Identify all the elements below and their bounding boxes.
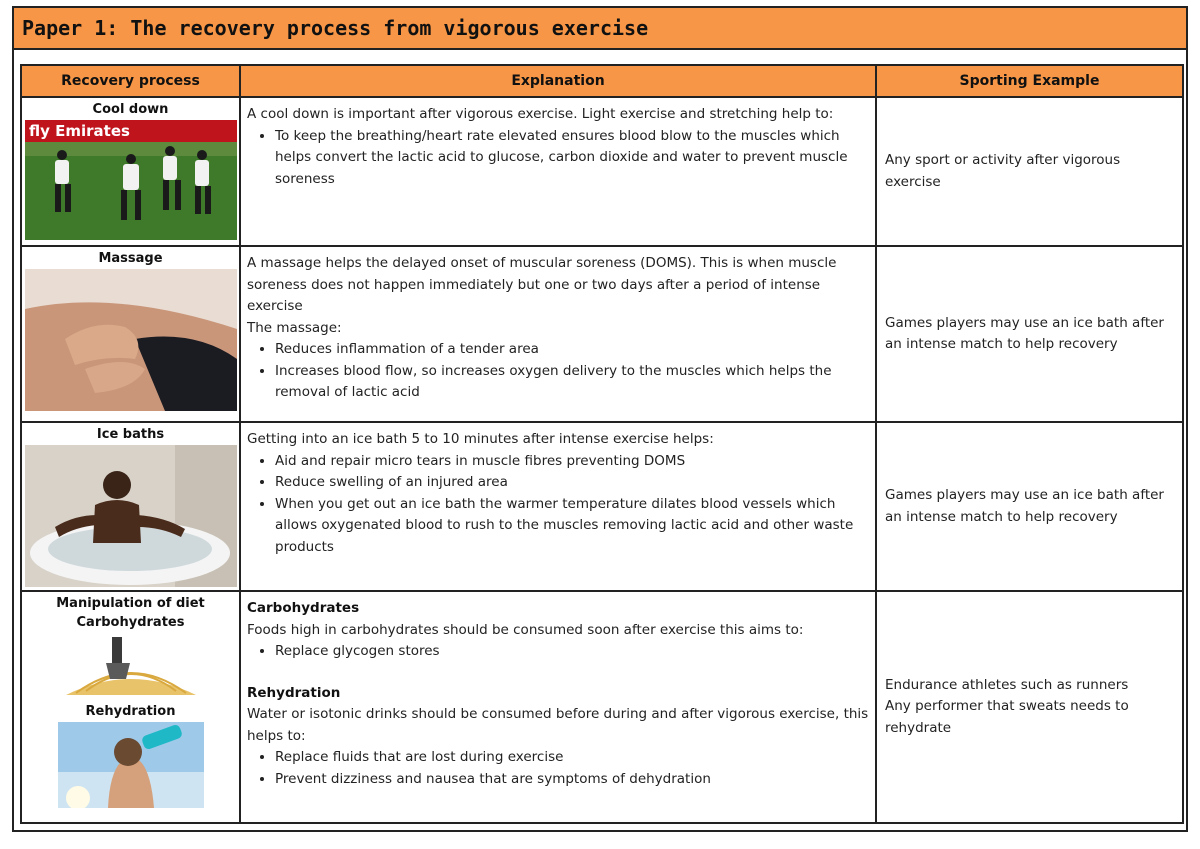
bullet-item: • Reduce swelling of an injured area: [275, 472, 869, 494]
explanation-cell: [240, 246, 876, 422]
example-cell: Any sport or activity after vigorous exercise: [876, 97, 1183, 246]
process-cell: [21, 246, 240, 422]
table-row-ice-baths: [21, 422, 1183, 591]
spaghetti-fork-photo: [56, 633, 206, 699]
explanation-intro: A cool down is important after vigorous exercise. Light exercise and stretching help to:: [247, 106, 834, 122]
explanation-intro: A massage helps the delayed onset of muscular soreness (DOMS). This is when muscle soreness does not happen immediately but one or two days after a period of intense exercise: [247, 255, 837, 314]
cool-down-photo: [25, 120, 237, 240]
bullet-item: • Aid and repair micro tears in muscle fibres preventing DOMS: [275, 451, 869, 473]
stadium-banner-text: fly Emirates: [28, 122, 130, 140]
recovery-table: [20, 64, 1184, 824]
bullet-item: • Increases blood flow, so increases oxygen delivery to the muscles which helps the removal of lactic acid: [275, 361, 869, 404]
bullet-item: • To keep the breathing/heart rate elevated ensures blood blow to the muscles which helps convert the lactic acid to glucose, carbon dioxide and water to prevent muscle soreness: [275, 126, 869, 191]
process-subtitle-carbs: Carbohydrates: [76, 615, 185, 630]
table-header-row: [21, 65, 1183, 97]
drinking-water-photo: [58, 722, 204, 808]
explanation-bullets: [247, 339, 869, 404]
bullet-item: • Prevent dizziness and nausea that are symptoms of dehydration: [275, 769, 869, 791]
rehydration-heading: Rehydration: [247, 684, 341, 701]
rehydration-bullets: [247, 747, 869, 790]
explanation-bullets: [247, 451, 869, 559]
table-row-cool-down: [21, 97, 1183, 246]
massage-photo: [25, 269, 237, 411]
process-title: Manipulation of diet: [56, 596, 205, 611]
table-row-massage: [21, 246, 1183, 422]
explanation-cell: [240, 97, 876, 246]
process-cell: [21, 97, 240, 246]
header-sporting-example: Sporting Example: [876, 65, 1183, 97]
example-line-1: Endurance athletes such as runners: [885, 676, 1129, 693]
bullet-item: • Reduces inflammation of a tender area: [275, 339, 869, 361]
explanation-bullets: [247, 126, 869, 191]
process-title: Massage: [98, 251, 163, 266]
table-row-diet: [21, 591, 1183, 823]
header-recovery-process: Recovery process: [21, 65, 240, 97]
bullet-item: • Replace glycogen stores: [275, 641, 869, 663]
explanation-cell: [240, 591, 876, 823]
worksheet-frame: [12, 6, 1188, 832]
process-subtitle-rehydration: Rehydration: [85, 704, 176, 719]
header-explanation: Explanation: [240, 65, 876, 97]
page-title: Paper 1: The recovery process from vigorous exercise: [14, 8, 1186, 50]
carbohydrates-bullets: [247, 641, 869, 663]
rehydration-text: Water or isotonic drinks should be consumed before during and after vigorous exercise, this helps to:: [247, 706, 869, 744]
explanation-cell: [240, 422, 876, 591]
example-cell: Games players may use an ice bath after an intense match to help recovery: [876, 246, 1183, 422]
example-cell: [876, 591, 1183, 823]
carbohydrates-heading: Carbohydrates: [247, 600, 360, 616]
process-title: Cool down: [92, 102, 169, 117]
explanation-intro-2: The massage:: [247, 319, 342, 336]
process-cell: [21, 591, 240, 823]
ice-bath-photo: [25, 445, 237, 587]
bullet-item: • Replace fluids that are lost during exercise: [275, 747, 869, 769]
example-line-2: Any performer that sweats needs to rehydrate: [885, 698, 1129, 736]
carbohydrates-text: Foods high in carbohydrates should be consumed soon after exercise this aims to:: [247, 621, 804, 638]
bullet-item: • When you get out an ice bath the warmer temperature dilates blood vessels which allows oxygenated blood to rush to the muscles removing lactic acid and other waste products: [275, 494, 869, 559]
explanation-intro: Getting into an ice bath 5 to 10 minutes after intense exercise helps:: [247, 431, 714, 447]
process-cell: [21, 422, 240, 591]
process-title: Ice baths: [96, 427, 165, 442]
example-cell: Games players may use an ice bath after an intense match to help recovery: [876, 422, 1183, 591]
